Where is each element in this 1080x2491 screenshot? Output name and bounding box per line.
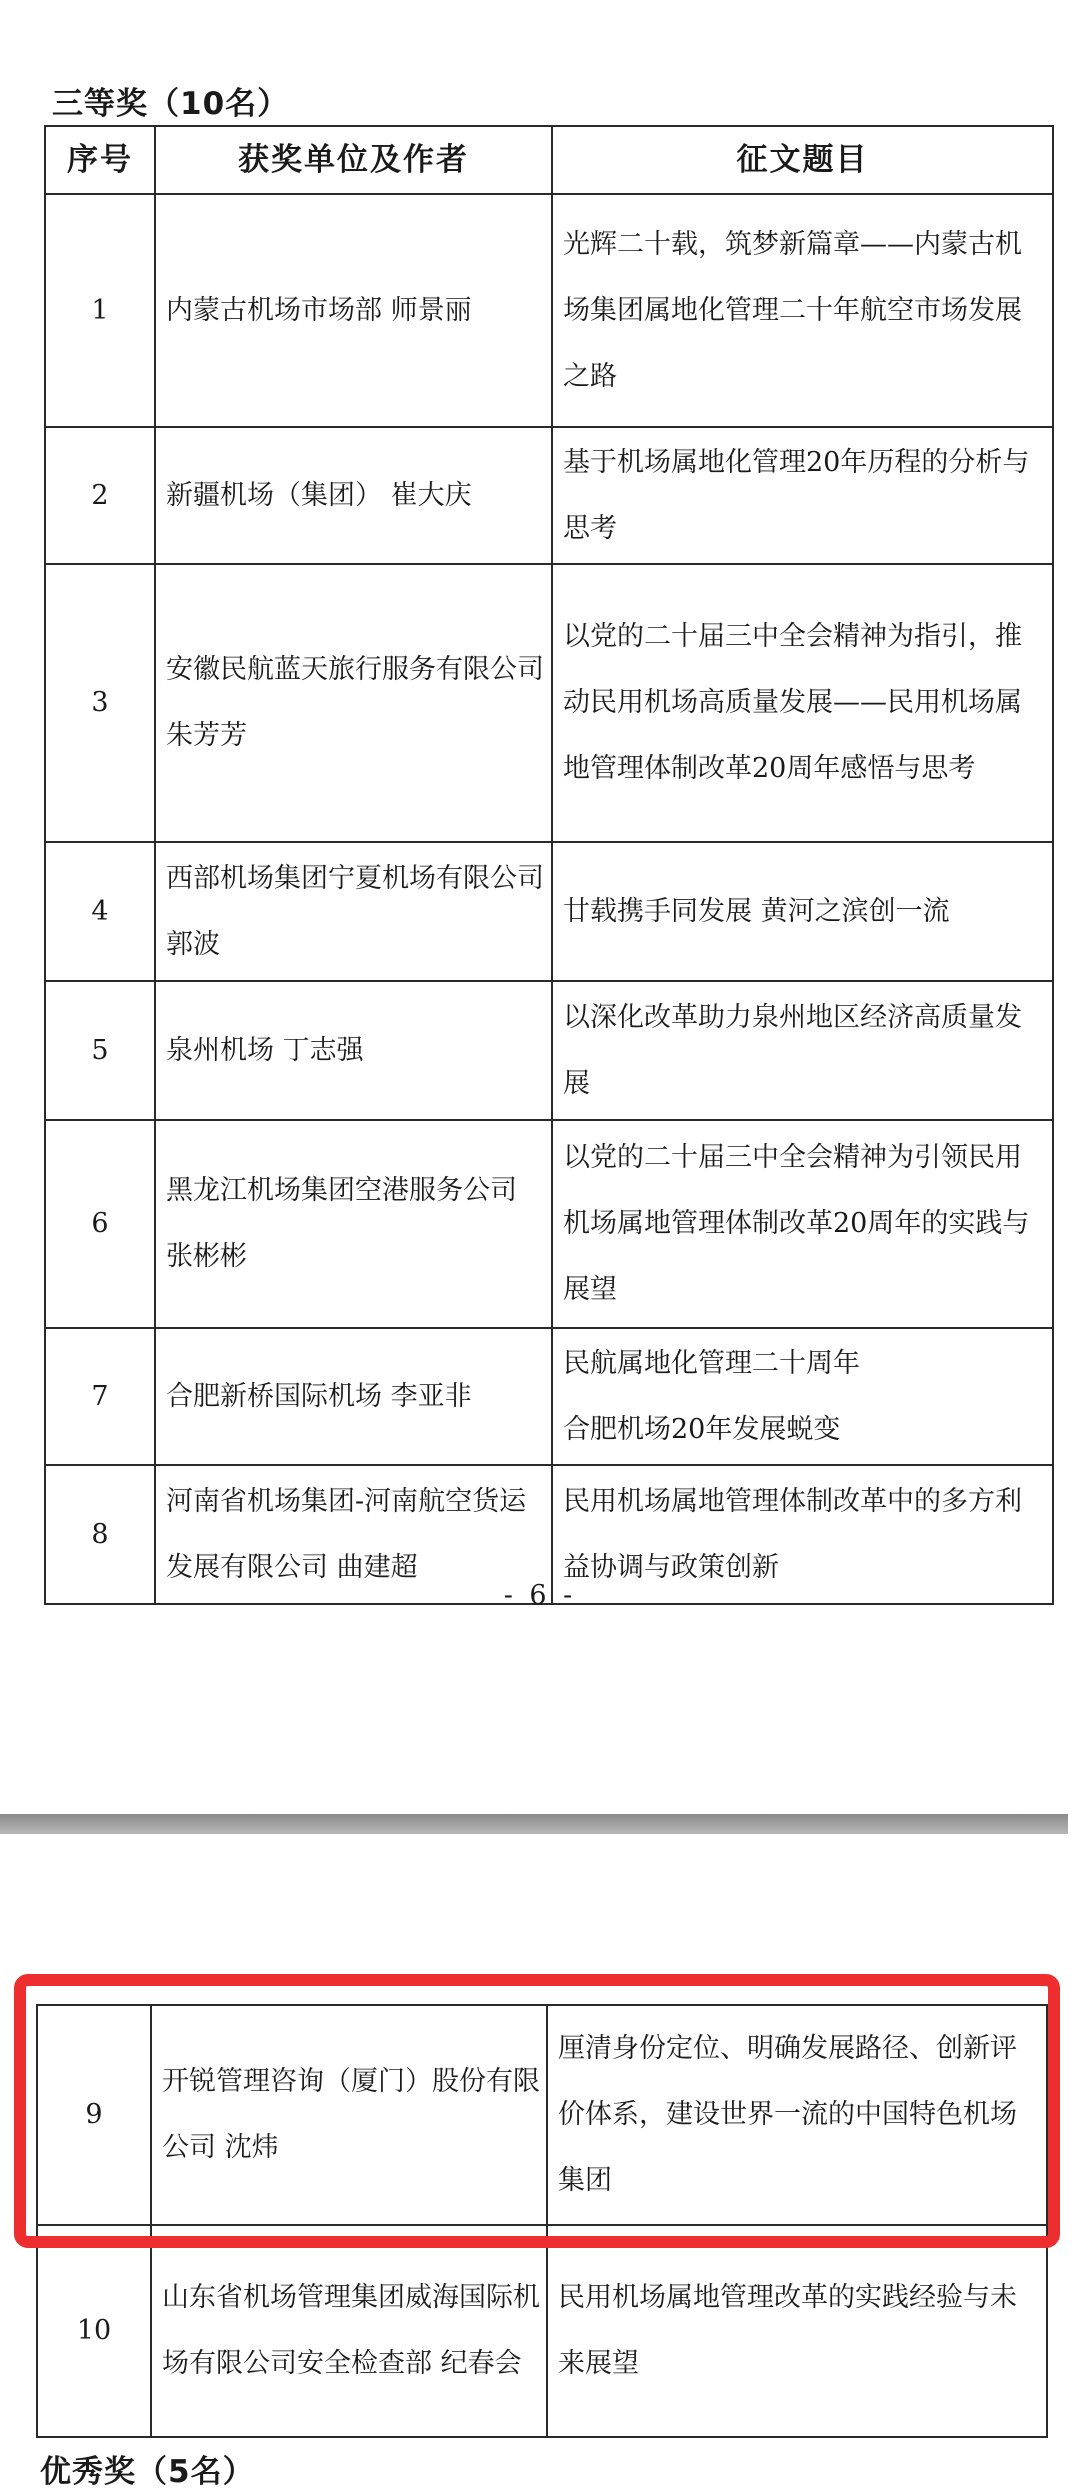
row-no: 5 [45,981,155,1120]
row-no: 10 [37,2225,151,2437]
row-unit: 内蒙古机场市场部 师景丽 [155,194,552,427]
header-no: 序号 [45,126,155,194]
row-unit: 泉州机场 丁志强 [155,981,552,1120]
row-title-line: 民航属地化管理二十周年 [563,1347,860,1379]
row-no: 8 [45,1465,155,1604]
table-row [45,981,1053,1120]
row-no: 1 [45,194,155,427]
header-unit: 获奖单位及作者 [155,126,552,194]
row-no: 3 [45,564,155,842]
row-no: 4 [45,842,155,981]
table-row [45,842,1053,981]
row-title: 基于机场属地化管理20年历程的分析与思考 [552,427,1053,564]
award-table-page-6 [44,125,1054,1605]
page-divider [0,1814,1068,1834]
row-title: 廿载携手同发展 黄河之滨创一流 [552,842,1053,981]
award-table-page-7 [36,2004,1048,2438]
row-unit: 黑龙江机场集团空港服务公司 张彬彬 [155,1120,552,1328]
row-no: 9 [37,2005,151,2225]
table-row [45,564,1053,842]
row-unit: 新疆机场（集团） 崔大庆 [155,427,552,564]
row-unit: 安徽民航蓝天旅行服务有限公司 朱芳芳 [155,564,552,842]
row-no: 6 [45,1120,155,1328]
table-row [37,2225,1047,2437]
section-title: 三等奖（10名） [52,86,290,122]
header-title: 征文题目 [552,126,1053,194]
row-unit: 山东省机场管理集团威海国际机场有限公司安全检查部 纪春会 [151,2225,547,2437]
row-unit: 西部机场集团宁夏机场有限公司 郭波 [155,842,552,981]
row-no: 2 [45,427,155,564]
row-title: 民用机场属地管理体制改革中的多方利益协调与政策创新 [552,1465,1053,1604]
row-title: 以深化改革助力泉州地区经济高质量发展 [552,981,1053,1120]
row-title: 厘清身份定位、明确发展路径、创新评价体系，建设世界一流的中国特色机场集团 [547,2005,1047,2225]
row-title: 民用机场属地管理改革的实践经验与未来展望 [547,2225,1047,2437]
table-row [45,1328,1053,1465]
page-number: - 6 - [503,1580,577,1611]
row-title [552,1328,1053,1465]
row-title-line: 合肥机场20年发展蜕变 [563,1413,841,1445]
table-row [45,427,1053,564]
table-header-row [45,126,1053,194]
row-title: 以党的二十届三中全会精神为指引，推动民用机场高质量发展——民用机场属地管理体制改革20周年感悟与思考 [552,564,1053,842]
row-unit: 开锐管理咨询（厦门）股份有限公司 沈炜 [151,2005,547,2225]
table-row [45,1120,1053,1328]
table-row [45,194,1053,427]
row-no: 7 [45,1328,155,1465]
row-title: 以党的二十届三中全会精神为引领民用机场属地管理体制改革20周年的实践与展望 [552,1120,1053,1328]
table-row [37,2005,1047,2225]
row-unit: 合肥新桥国际机场 李亚非 [155,1328,552,1465]
row-unit: 河南省机场集团-河南航空货运发展有限公司 曲建超 [155,1465,552,1604]
row-title: 光辉二十载，筑梦新篇章——内蒙古机场集团属地化管理二十年航空市场发展之路 [552,194,1053,427]
next-section-title: 优秀奖（5名） [40,2454,255,2490]
